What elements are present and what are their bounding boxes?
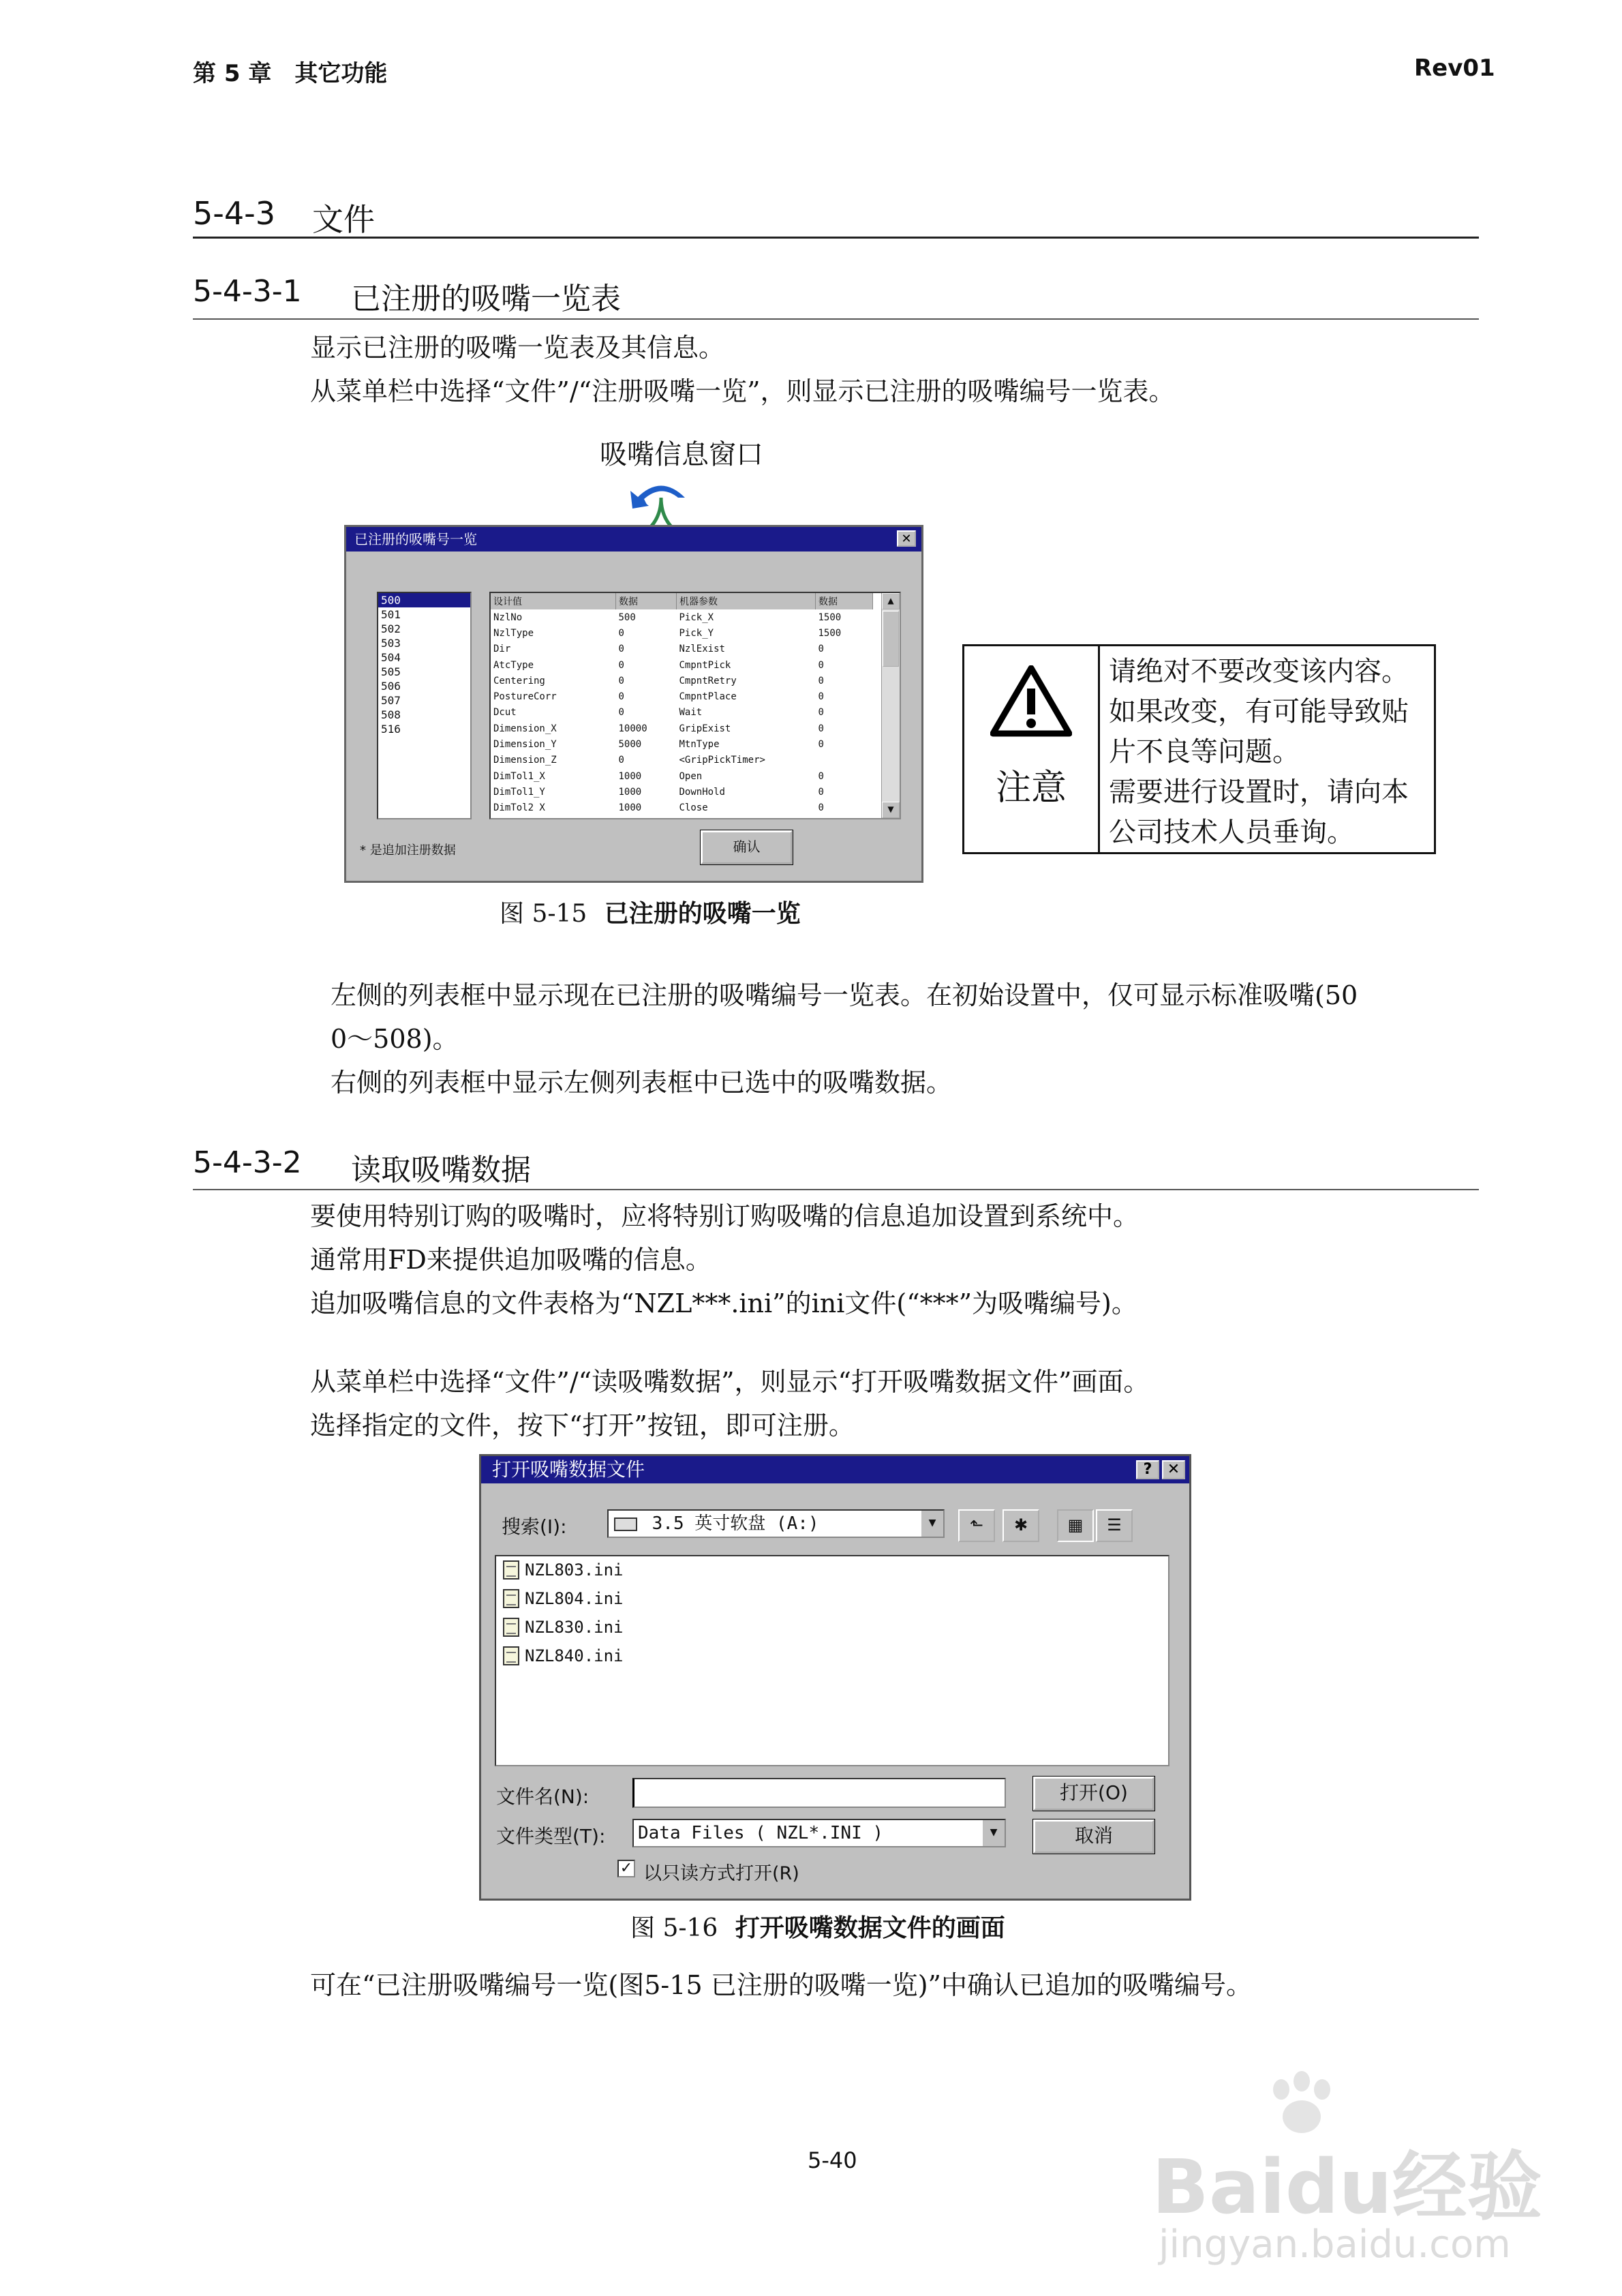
chevron-down-icon[interactable]: ▼ <box>981 1820 1005 1846</box>
table-cell: Close <box>679 802 708 814</box>
section-number: 5-4-3 <box>193 195 275 232</box>
table-row[interactable] <box>491 657 873 673</box>
filename-label: 文件名(N): <box>496 1785 590 1808</box>
readonly-checkbox[interactable]: ✓ <box>617 1860 635 1877</box>
table-cell: 0 <box>618 644 624 655</box>
table-cell: DimTol2 X <box>493 802 545 814</box>
open-nozzle-file-dialog <box>479 1454 1191 1901</box>
table-row[interactable] <box>491 753 873 768</box>
table-cell: CmpntRetry <box>679 675 737 686</box>
file-name: NZL840.ini <box>525 1646 624 1665</box>
filetype-label: 文件类型(T): <box>496 1825 606 1847</box>
list-item[interactable]: 500 <box>378 593 470 607</box>
search-location-value: 3.5 英寸软盘 (A:) <box>652 1513 819 1534</box>
table-row[interactable] <box>491 784 873 800</box>
dialog1-note: * 是追加注册数据 <box>360 843 456 858</box>
grid-header: 数据 <box>616 593 677 609</box>
watermark-url: jingyan.baidu.com <box>1159 2222 1511 2267</box>
table-row[interactable] <box>491 768 873 784</box>
table-cell: Dimension_Y <box>493 739 557 751</box>
sub2-body <box>310 1194 1139 1325</box>
list-item[interactable] <box>503 1560 624 1580</box>
desc2-line: 可在“已注册吸嘴编号一览(图5-15 已注册的吸嘴一览)”中确认已追加的吸嘴编号。 <box>310 1970 1252 2000</box>
table-cell: CmpntPick <box>679 659 731 671</box>
dialog1-close-button[interactable]: ✕ <box>897 530 916 547</box>
table-row[interactable] <box>491 689 873 704</box>
dialog2-title: 打开吸嘴数据文件 <box>492 1458 645 1481</box>
list-item[interactable] <box>503 1646 624 1665</box>
list-item[interactable]: 506 <box>381 680 401 693</box>
caption1-prefix: 图 5-15 <box>500 900 587 928</box>
caution-line: 片不良等问题。 <box>1109 736 1300 768</box>
chevron-down-icon[interactable]: ▼ <box>920 1511 943 1537</box>
caution-line: 公司技术人员垂询。 <box>1109 817 1354 848</box>
list-view-icon: ▦ <box>1067 1515 1084 1535</box>
table-cell: NzlExist <box>679 644 725 655</box>
sub1-line: 显示已注册的吸嘴一览表及其信息。 <box>310 333 725 363</box>
table-cell: PostureCorr <box>493 691 557 703</box>
table-cell: DimTol1_X <box>493 770 545 782</box>
new-folder-button[interactable] <box>1003 1509 1039 1542</box>
list-item[interactable] <box>503 1589 624 1608</box>
list-item[interactable]: 516 <box>381 723 401 736</box>
list-item[interactable]: 504 <box>381 651 401 664</box>
desc1-line: 0～508)。 <box>331 1024 459 1054</box>
readonly-label: 以只读方式打开(R) <box>643 1863 799 1884</box>
drive-icon <box>614 1517 637 1531</box>
table-cell: 0 <box>818 786 824 798</box>
table-cell: 0 <box>818 659 824 671</box>
nozzle-number-list[interactable] <box>377 592 472 819</box>
new-folder-icon: ✱ <box>1013 1515 1028 1535</box>
sub2-line: 从菜单栏中选择“文件”/“读吸嘴数据”，则显示“打开吸嘴数据文件”画面。 <box>310 1367 1150 1397</box>
search-location-select[interactable] <box>607 1509 945 1538</box>
revision-label: Rev01 <box>1414 55 1495 82</box>
up-folder-button[interactable] <box>958 1509 995 1542</box>
desc1-line: 左侧的列表框中显示现在已注册的吸嘴编号一览表。在初始设置中，仅可显示标准吸嘴(50 <box>331 980 1358 1010</box>
caption2-title: 打开吸嘴数据文件的画面 <box>735 1914 1005 1942</box>
table-cell: 0 <box>818 707 824 719</box>
table-row[interactable] <box>491 705 873 721</box>
grid-scrollbar[interactable] <box>881 593 900 818</box>
table-row[interactable] <box>491 641 873 657</box>
table-cell: 1000 <box>618 770 642 782</box>
open-button[interactable]: 打开(O) <box>1033 1777 1154 1811</box>
dialog1-title: 已注册的吸嘴号一览 <box>354 531 477 547</box>
table-cell: 0 <box>818 723 824 734</box>
sub2-line: 追加吸嘴信息的文件表格为“NZL***.ini”的ini文件(“***”为吸嘴编号)。 <box>310 1288 1137 1318</box>
table-cell: 0 <box>818 770 824 782</box>
caution-text <box>1109 652 1409 853</box>
annotation-label: 吸嘴信息窗口 <box>600 439 763 470</box>
table-cell: Centering <box>493 675 545 686</box>
table-cell: Dimension_Z <box>493 755 557 766</box>
table-cell: Pick_X <box>679 611 714 623</box>
filetype-select[interactable] <box>632 1819 1006 1847</box>
caution-label: 注意 <box>995 768 1067 809</box>
list-item[interactable]: 508 <box>381 708 401 721</box>
figure-caption-2 <box>630 1909 1005 1944</box>
section-title: 文件 <box>312 201 375 238</box>
figure-caption-1 <box>500 894 801 929</box>
sub1-rule <box>193 318 1479 320</box>
scroll-up-icon[interactable]: ▲ <box>882 593 900 609</box>
table-row[interactable] <box>491 800 873 816</box>
sub1-number: 5-4-3-1 <box>193 274 302 309</box>
table-cell: Dcut <box>493 707 517 719</box>
table-row[interactable] <box>491 736 873 752</box>
list-view-button[interactable] <box>1057 1509 1094 1542</box>
up-folder-icon: ⬑ <box>969 1515 984 1535</box>
ini-file-icon <box>503 1589 519 1608</box>
table-cell: MtnType <box>679 739 720 751</box>
table-cell: 0 <box>618 675 624 686</box>
table-cell: Dir <box>493 644 511 655</box>
table-cell: 1500 <box>818 627 842 639</box>
table-cell: 500 <box>618 611 636 623</box>
table-cell: 0 <box>818 675 824 686</box>
scroll-thumb[interactable] <box>883 611 899 667</box>
sub2-body-2 <box>310 1360 1149 1447</box>
warning-icon <box>990 665 1072 737</box>
sub2-number: 5-4-3-2 <box>193 1145 302 1180</box>
dialog1-titlebar <box>346 527 921 552</box>
watermark-brand: Baidu经验 <box>1152 2143 1542 2231</box>
caution-line: 请绝对不要改变该内容。 <box>1109 656 1409 687</box>
table-cell: 5000 <box>618 739 642 751</box>
grid-header: 机器参数 <box>677 593 816 609</box>
table-cell: AtcType <box>493 659 534 671</box>
table-cell: 0 <box>618 627 624 639</box>
list-item[interactable]: 505 <box>381 665 401 678</box>
details-view-icon: ☰ <box>1107 1515 1122 1535</box>
table-cell: 0 <box>618 707 624 719</box>
table-cell: 0 <box>818 739 824 751</box>
table-cell: 0 <box>618 691 624 703</box>
table-cell: Pick_Y <box>679 627 714 639</box>
sub1-body <box>310 326 1175 413</box>
table-cell: 0 <box>618 659 624 671</box>
ini-file-icon <box>503 1560 519 1580</box>
caption2-prefix: 图 5-16 <box>630 1914 718 1942</box>
confirm-button[interactable]: 确认 <box>701 830 793 864</box>
filename-input[interactable] <box>632 1778 1006 1808</box>
list-item[interactable]: 503 <box>381 637 401 650</box>
table-cell: NzlNo <box>493 611 523 623</box>
table-row[interactable] <box>491 625 873 641</box>
table-cell: 1000 <box>618 786 642 798</box>
table-cell: GripExist <box>679 723 731 734</box>
table-row[interactable] <box>491 673 873 689</box>
sub2-title: 读取吸嘴数据 <box>351 1153 531 1188</box>
sub1-line: 从菜单栏中选择“文件”/“注册吸嘴一览”，则显示已注册的吸嘴编号一览表。 <box>310 376 1175 406</box>
nozzle-data-grid[interactable] <box>489 592 901 819</box>
caption1-title: 已注册的吸嘴一览 <box>604 900 801 928</box>
ini-file-icon <box>503 1618 519 1637</box>
page-number: 5-40 <box>808 2147 857 2173</box>
table-cell: DownHold <box>679 786 725 798</box>
table-cell: 0 <box>818 802 824 814</box>
file-list[interactable] <box>495 1555 1169 1766</box>
dialog2-close-button[interactable]: ✕ <box>1162 1460 1185 1479</box>
chapter-header: 第 5 章 其它功能 <box>193 60 388 87</box>
sub2-rule <box>193 1189 1479 1190</box>
baidu-watermark <box>1152 2069 1561 2274</box>
table-cell: 1500 <box>818 611 842 623</box>
grid-header: 数据 <box>816 593 873 609</box>
scroll-down-icon[interactable]: ▼ <box>882 802 900 818</box>
registered-nozzle-dialog <box>344 525 923 883</box>
file-name: NZL803.ini <box>525 1560 624 1580</box>
table-cell: NzlType <box>493 627 534 639</box>
table-cell: 0 <box>818 644 824 655</box>
desc1-line: 右侧的列表框中显示左侧列表框中已选中的吸嘴数据。 <box>331 1068 953 1098</box>
sub1-title: 已注册的吸嘴一览表 <box>351 282 621 316</box>
sub2-line: 要使用特别订购的吸嘴时，应将特别订购吸嘴的信息追加设置到系统中。 <box>310 1201 1139 1231</box>
list-item[interactable] <box>503 1618 624 1637</box>
table-cell: 1000 <box>618 802 642 814</box>
section-rule <box>193 237 1479 239</box>
grid-header: 设计值 <box>491 593 616 609</box>
caution-line: 需要进行设置时，请向本 <box>1109 776 1409 808</box>
ini-file-icon <box>503 1646 519 1665</box>
table-cell: Wait <box>679 707 703 719</box>
sub2-line: 通常用FD来提供追加吸嘴的信息。 <box>310 1245 711 1275</box>
list-item[interactable]: 502 <box>381 622 401 635</box>
caution-line: 如果改变，有可能导致贴 <box>1109 696 1409 727</box>
desc1-body <box>331 973 1358 1104</box>
table-row[interactable] <box>491 721 873 736</box>
list-item[interactable]: 501 <box>381 608 401 621</box>
help-button[interactable]: ? <box>1136 1460 1159 1479</box>
table-cell: DimTol1_Y <box>493 786 545 798</box>
table-cell: 10000 <box>618 723 647 734</box>
table-cell: Dimension_X <box>493 723 557 734</box>
table-cell <box>816 753 873 768</box>
table-row[interactable] <box>491 609 873 625</box>
table-cell: 0 <box>818 691 824 703</box>
dialog2-titlebar <box>481 1456 1189 1483</box>
desc2-body <box>310 1963 1252 2007</box>
file-name: NZL830.ini <box>525 1618 624 1637</box>
list-item[interactable]: 507 <box>381 694 401 707</box>
table-cell: <GripPickTimer> <box>679 755 765 766</box>
file-name: NZL804.ini <box>525 1589 624 1608</box>
cancel-button[interactable]: 取消 <box>1033 1819 1154 1854</box>
caution-icon-cell <box>964 646 1100 852</box>
details-view-button[interactable] <box>1096 1509 1133 1542</box>
caution-box <box>962 644 1436 854</box>
sub2-line: 选择指定的文件，按下“打开”按钮，即可注册。 <box>310 1410 855 1440</box>
grid-header-row <box>491 593 873 609</box>
table-cell: Open <box>679 770 703 782</box>
table-cell: 0 <box>618 755 624 766</box>
table-cell: CmpntPlace <box>679 691 737 703</box>
search-label: 搜索(I): <box>502 1515 567 1538</box>
filetype-value: Data Files ( NZL*.INI ) <box>638 1823 884 1843</box>
